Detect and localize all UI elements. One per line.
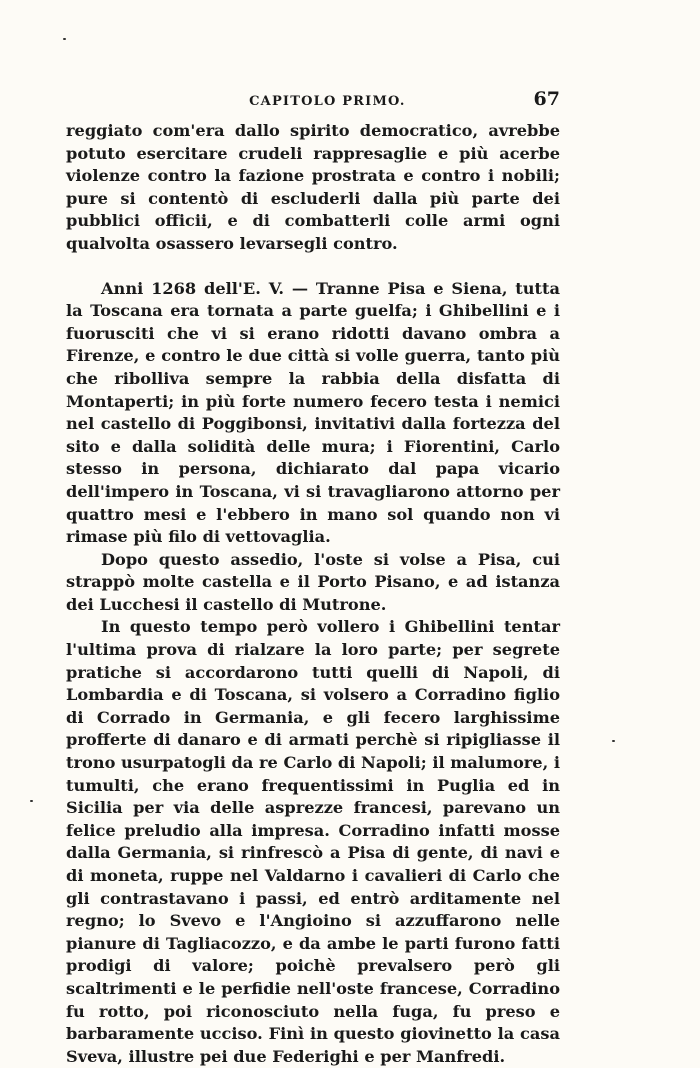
ink-speck	[63, 38, 66, 40]
ink-speck	[30, 800, 33, 802]
paragraph: Dopo questo assedio, l'oste si volse a Pisa, cui strappò molte castella e il Porto Pisano, e ad istanza dei Lucchesi il castello di Mutrone.	[66, 549, 560, 614]
running-header	[66, 88, 560, 118]
paragraph: In questo tempo però vollero i Ghibellini tentar l'ultima prova di rialzare la loro parte; per segrete pratiche si accordarono tutti quelli di Napoli, di Lombardia e di Toscana, si volsero a Corradino figlio di Corrado in Germania, e gli fecero larghissime profferte di danaro e di armati perchè si ripigliasse il trono usurpatogli da re Carlo di Napoli; il malumore, i tumulti, che erano frequentissimi in Puglia ed in Sicilia per via delle asprezze francesi, parevano un felice preludio alla impresa. Corradino infatti mosse dalla Germania, si rinfrescò a Pisa di gente, di navi e di moneta, ruppe nel Valdarno i cavalieri di Carlo che gli contrastavano i passi, ed entrò arditamente nel regno; lo Svevo e l'Angioino si azzuffarono nelle pianure di Tagliacozzo, e da ambe le parti furono fatti prodigi di valore; poichè prevalsero però gli scaltrimenti e le perfidie nell'oste francese, Corradino fu rotto, poi riconosciuto nella fuga, fu preso e barbaramente ucciso. Finì in questo giovinetto la casa Sveva, illustre pei due Federighi e per Manfredi.	[66, 617, 560, 1066]
book-page	[66, 88, 560, 1068]
paragraph: reggiato com'era dallo spirito democratico, avrebbe potuto esercitare crudeli rappresaglie e più acerbe violenze contro la fazione prostrata e contro i nobili; pure si contentò di escluderli dalla più parte dei pubblici officii, e di combatterli colle armi ogni qualvolta osassero levarsegli contro.	[66, 121, 560, 253]
ink-speck	[612, 740, 615, 742]
body-text	[66, 120, 560, 1068]
paragraph: Anni 1268 dell'E. V. — Tranne Pisa e Siena, tutta la Toscana era tornata a parte guelfa; i Ghibellini e i fuorusciti che vi si erano ridotti davano ombra a Firenze, e contro le due città si volle guerra, tanto più che ribolliva sempre la rabbia della disfatta di Montaperti; in più forte numero fecero testa i nemici nel castello di Poggibonsi, invitativi dalla fortezza del sito e dalla solidità delle mura; i Fiorentini, Carlo stesso in persona, dichiarato dal papa vicario dell'impero in Toscana, vi si travagliarono attorno per quattro mesi e l'ebbero in mano sol quando non vi rimase più filo di vettovaglia.	[66, 278, 560, 547]
page-number: 67	[533, 88, 560, 110]
chapter-title: CAPITOLO PRIMO.	[249, 94, 406, 109]
